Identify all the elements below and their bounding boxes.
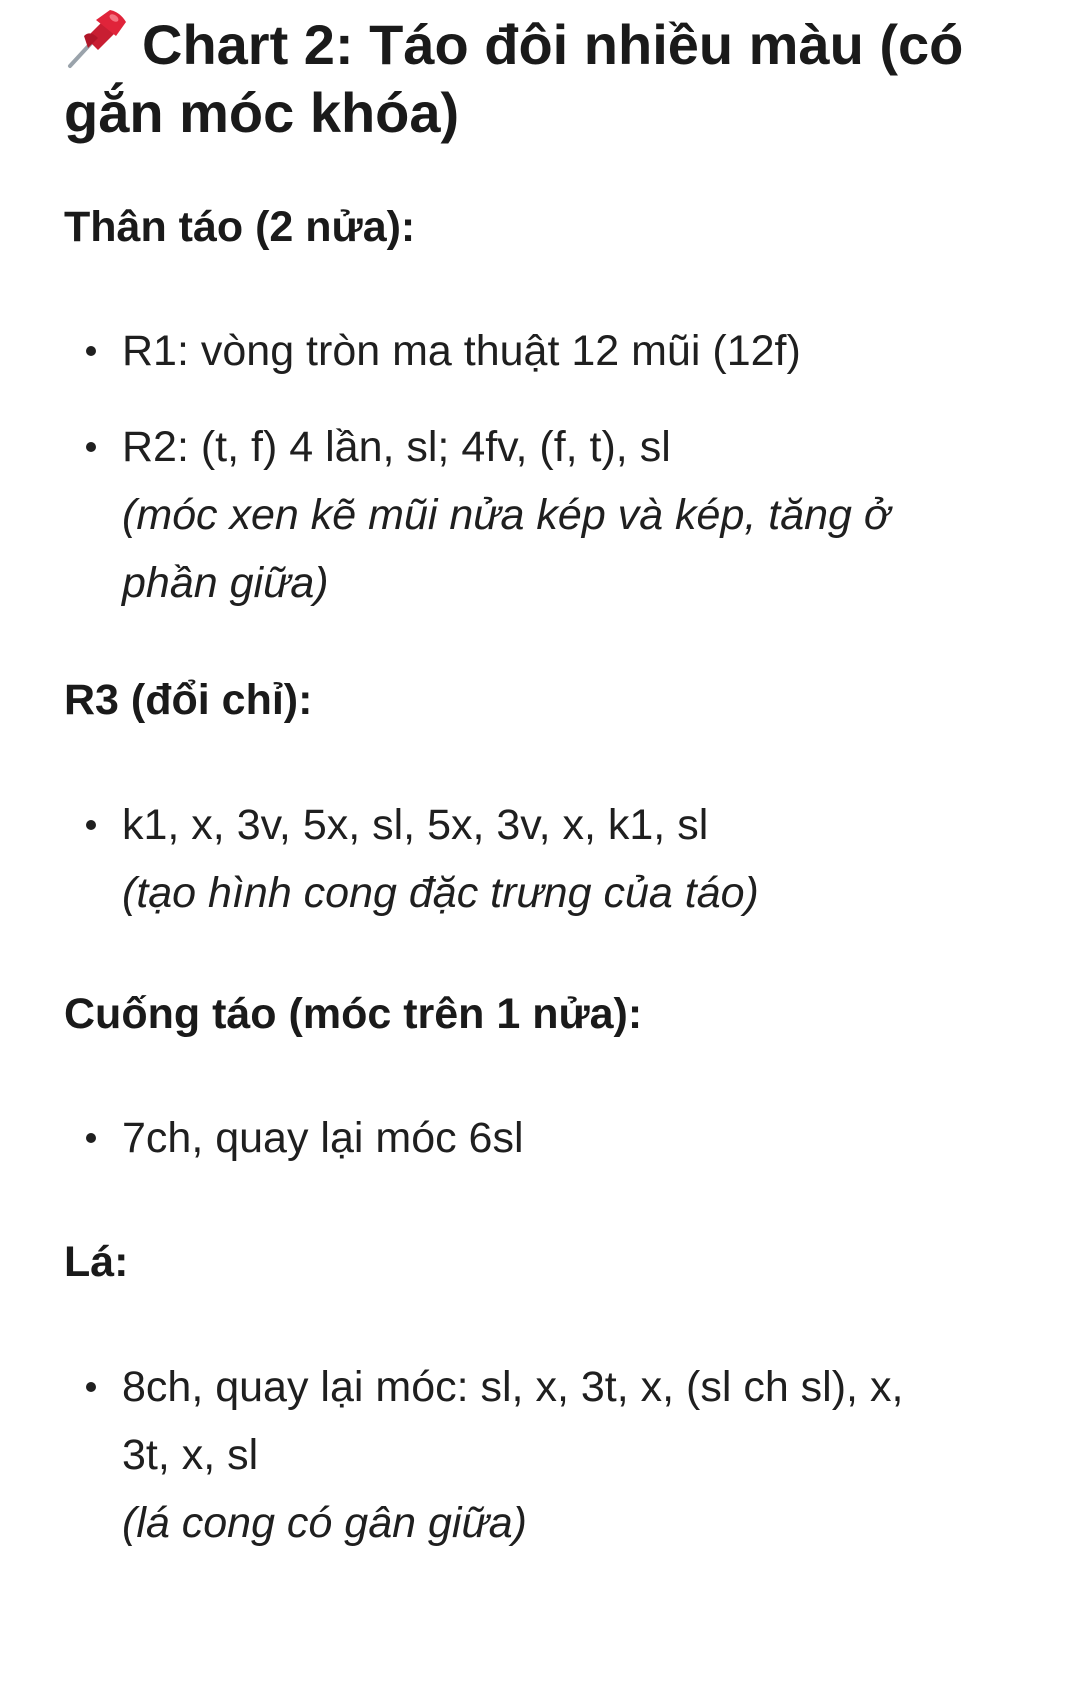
list-item-text: k1, x, 3v, 5x, sl, 5x, 3v, x, k1, sl xyxy=(122,801,709,849)
list-item-text: 3t, x, sl xyxy=(122,1431,259,1479)
list-item xyxy=(122,413,1022,617)
bullet-icon xyxy=(86,442,96,452)
list-item-note: (tạo hình cong đặc trưng của táo) xyxy=(122,869,759,917)
section-heading-la: Lá: xyxy=(64,1238,129,1286)
list-item xyxy=(122,317,1022,385)
bullet-icon xyxy=(86,1133,96,1143)
list-item-note: phần giữa) xyxy=(122,559,329,607)
list-item-text: R1: vòng tròn ma thuật 12 mũi (12f) xyxy=(122,327,801,375)
section-heading-than-tao: Thân táo (2 nửa): xyxy=(64,203,416,251)
list-item-text: 7ch, quay lại móc 6sl xyxy=(122,1114,524,1162)
title-line-2: gắn móc khóa) xyxy=(64,81,460,144)
page-title xyxy=(64,8,1044,147)
list-item-text: 8ch, quay lại móc: sl, x, 3t, x, (sl ch sl), x, xyxy=(122,1363,904,1411)
list-item-note: (móc xen kẽ mũi nửa kép và kép, tăng ở xyxy=(122,491,890,539)
list-item-note: (lá cong có gân giữa) xyxy=(122,1499,527,1547)
list-item xyxy=(122,1353,1022,1557)
bullet-icon xyxy=(86,1382,96,1392)
section-heading-cuong-tao: Cuống táo (móc trên 1 nửa): xyxy=(64,990,643,1038)
list-item xyxy=(122,1104,1022,1172)
list-item-text: R2: (t, f) 4 lần, sl; 4fv, (f, t), sl xyxy=(122,423,671,471)
section-heading-r3: R3 (đổi chỉ): xyxy=(64,676,313,724)
bullet-icon xyxy=(86,346,96,356)
pushpin-icon xyxy=(64,8,130,70)
list-item xyxy=(122,791,1022,927)
title-line-1: Chart 2: Táo đôi nhiều màu (có xyxy=(142,13,964,76)
bullet-icon xyxy=(86,820,96,830)
